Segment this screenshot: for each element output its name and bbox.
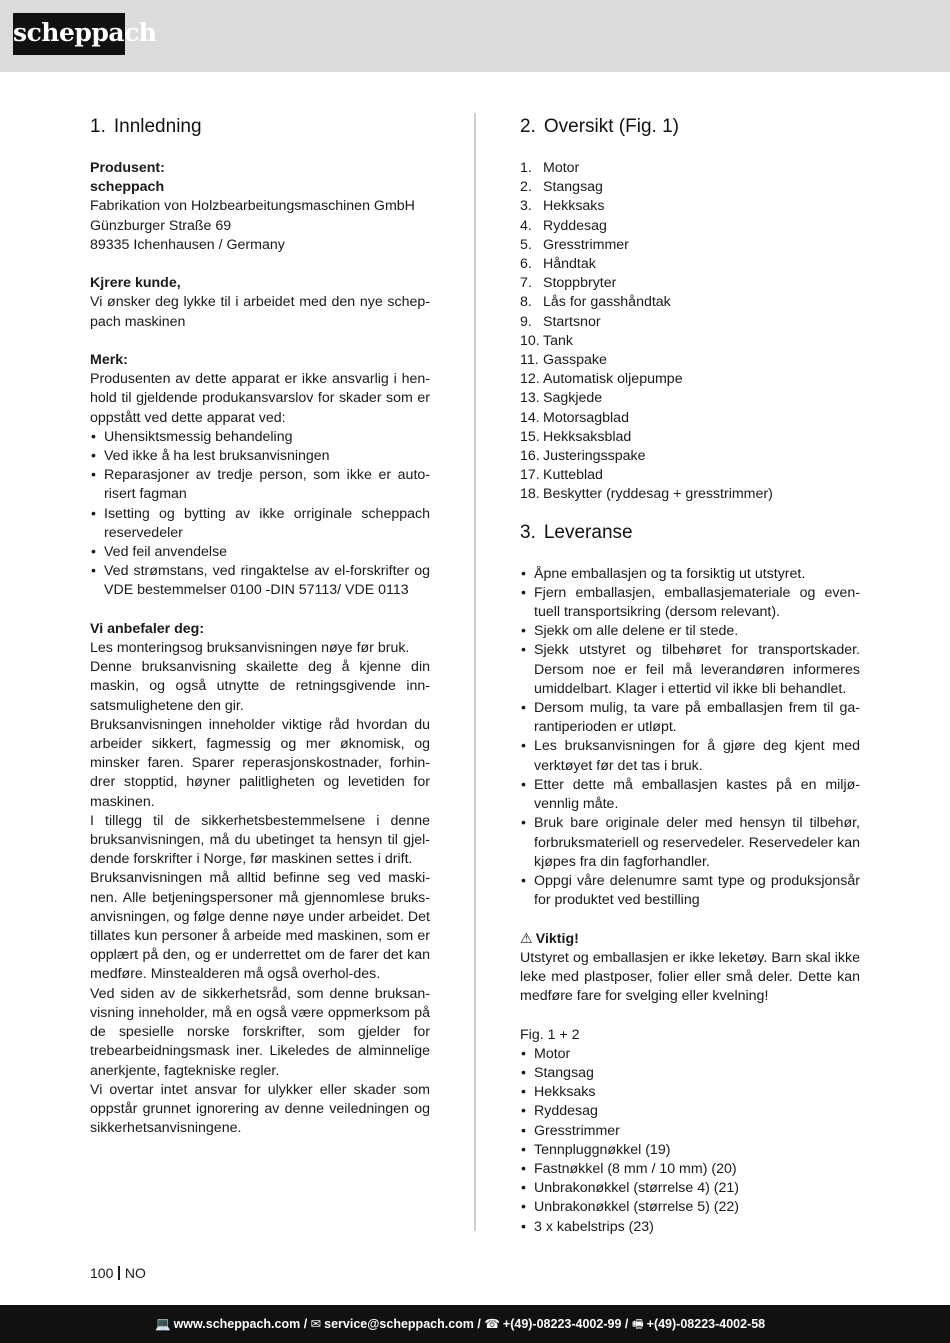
- item-number: 8.: [520, 294, 532, 311]
- list-item: [520, 409, 860, 428]
- list-item: • Isetting og bytting av ikke orriginale scheppach reservedeler: [90, 505, 430, 543]
- item-text: Tank: [543, 332, 573, 349]
- producer-name: scheppach: [90, 179, 165, 196]
- section2-heading: [520, 113, 860, 141]
- item-number: 10.: [520, 332, 540, 349]
- list-item: • Dersom mulig, ta vare på emballasjen frem til ga-rantiperioden er utløpt.: [520, 699, 860, 737]
- list-item: [520, 447, 860, 466]
- item-number: 11.: [520, 352, 539, 369]
- list-item: • Reparasjoner av tredje person, som ikke er auto-risert fagman: [90, 466, 430, 504]
- section3-title: Leveranse: [543, 521, 633, 543]
- footer-phone: +(49)-08223-4002-99: [502, 1317, 622, 1331]
- item-text: Ryddesag: [543, 217, 607, 234]
- list-item: [520, 217, 860, 236]
- note-text: Produsenten av dette apparat er ikke ansvarlig i hen-hold til gjeldende produkansvarslov for skader som er oppstått ved dette apparat ved:: [90, 371, 430, 426]
- item-text: Gresstrimmer: [543, 236, 629, 253]
- dear-label: Kjrere kunde,: [90, 275, 181, 292]
- footer-email-link[interactable]: service@scheppach.com: [324, 1317, 474, 1331]
- fig-item-list: [520, 1045, 860, 1237]
- list-item: [520, 332, 860, 351]
- list-item: • Oppgi våre delenumre samt type og produksjonsår for produktet ved bestilling: [520, 872, 860, 910]
- list-item: [520, 428, 860, 447]
- column-divider: [474, 113, 476, 1231]
- producer-label: Produsent:: [90, 160, 165, 176]
- email-icon: ✉: [310, 1317, 322, 1331]
- recommend-paragraph: Bruksanvisningen må alltid befinne seg ved maski-nen. Alle betjeningspersoner må gjennomlese bruks-anvisningen, og følge denne nøye under arbeidet. Det tillates kun personer å arbeide med maskinen, som er opplært på den, og er underrettet om de farer det kan medføre. Minstealderen må også overhol-des.: [90, 870, 430, 983]
- list-item: [520, 178, 860, 197]
- list-item: • Ved strømstans, ved ringaktelse av el-forskrifter og VDE bestemmelser 0100 -DIN 57113/ VDE 0113: [90, 562, 430, 600]
- list-item: • Les bruksanvisningen for å gjøre deg kjent med verktøyet før det tas i bruk.: [520, 737, 860, 775]
- item-number: 15.: [520, 428, 540, 445]
- phone-icon: ☎: [484, 1317, 500, 1331]
- list-item: [520, 293, 860, 312]
- list-item: • Gresstrimmer: [520, 1122, 860, 1141]
- item-text: Hekksaksblad: [543, 428, 632, 445]
- list-item: • Tennpluggnøkkel (19): [520, 1141, 860, 1160]
- list-item: [520, 236, 860, 255]
- recommend-paragraph: I tillegg til de sikkerhetsbestemmelsene i denne bruksanvisningen, må du ubetinget ta hensyn til gjel-dende forskrifter i Norge, før maskinen settes i drift.: [90, 812, 430, 868]
- section3-number: 3.: [520, 521, 536, 543]
- section1-heading: [90, 113, 430, 141]
- list-item: • Sjekk utstyret og tilbehøret for transportskader. Dersom noe er feil må leverandøren informeres umiddelbart. Klager i ettertid vil ikke bli behandlet.: [520, 641, 860, 699]
- footer-separator: /: [473, 1317, 485, 1331]
- list-item: • Fjern emballasjen, emballasjemateriale og even-tuell transportsikring (dersom relevant).: [520, 584, 860, 622]
- item-text: Startsnor: [543, 313, 601, 330]
- list-item: [520, 485, 860, 504]
- page-language: NO: [124, 1265, 146, 1281]
- page-number: [90, 1264, 146, 1282]
- list-item: • Hekksaks: [520, 1083, 860, 1102]
- item-number: 4.: [520, 217, 532, 234]
- recommend-paragraph: Vi overtar intet ansvar for ulykker eller skader som oppstår grunnet ignorering av denne veiledningen og sikkerhetsanvisningene.: [90, 1081, 430, 1137]
- fig-label: Fig. 1 + 2: [520, 1026, 580, 1043]
- item-number: 3.: [520, 198, 532, 215]
- item-text: Motorsagblad: [543, 409, 629, 426]
- section2-number: 2.: [520, 116, 536, 137]
- item-text: Justeringsspake: [543, 448, 646, 465]
- list-item: [520, 197, 860, 216]
- item-number: 13.: [520, 390, 540, 407]
- footer-contact: [155, 1305, 765, 1343]
- list-item: [520, 313, 860, 332]
- list-item: • Ved ikke å ha lest bruksanvisningen: [90, 447, 430, 466]
- item-number: 1.: [520, 160, 532, 176]
- delivery-bullet-list: [520, 565, 860, 911]
- overview-list: [520, 159, 860, 505]
- list-item: • Motor: [520, 1045, 860, 1064]
- section1-title: Innledning: [113, 116, 202, 137]
- item-number: 12.: [520, 371, 540, 388]
- list-item: [520, 370, 860, 389]
- scheppach-logo: scheppach: [13, 13, 125, 55]
- item-text: Sagkjede: [543, 390, 603, 407]
- footer-fax: +(49)-08223-4002-58: [646, 1317, 766, 1331]
- section1-number: 1.: [90, 116, 106, 137]
- list-item: [520, 159, 860, 178]
- item-number: 9.: [520, 313, 532, 330]
- recommend-paragraph: Les monteringsog bruksanvisningen nøye før bruk.: [90, 640, 410, 657]
- item-number: 5.: [520, 236, 532, 253]
- item-number: 2.: [520, 179, 532, 196]
- list-item: • Etter dette må emballasjen kastes på en miljø-vennlig måte.: [520, 776, 860, 814]
- list-item: [520, 255, 860, 274]
- item-text: Hekksaks: [543, 198, 605, 215]
- item-text: Kutteblad: [543, 467, 603, 484]
- warning-icon: ⚠: [520, 930, 533, 947]
- list-item: • Åpne emballasjen og ta forsiktig ut utstyret.: [520, 565, 860, 584]
- page-footer: [0, 1305, 950, 1343]
- list-item: [520, 466, 860, 485]
- item-number: 6.: [520, 256, 532, 273]
- producer-line: 89335 Ichenhausen / Germany: [90, 236, 285, 253]
- producer-line: Fabrikation von Holzbearbeitungsmaschinen GmbH: [90, 198, 415, 215]
- list-item: [520, 274, 860, 293]
- right-column: [520, 113, 860, 1237]
- section3-heading: [520, 519, 860, 547]
- page-number-separator: [118, 1266, 120, 1280]
- item-text: Stangsag: [543, 179, 603, 196]
- list-item: • Bruk bare originale deler med hensyn til tilbehør, forbruksmateriell og reservedeler. Reservedeler kan kjøpes fra din fagforhandler.: [520, 814, 860, 872]
- list-item: • Unbrakonøkkel (størrelse 4) (21): [520, 1179, 860, 1198]
- producer-line: Günzburger Straße 69: [90, 217, 232, 234]
- footer-web-link[interactable]: www.scheppach.com: [173, 1317, 301, 1331]
- item-text: Lås for gasshåndtak: [543, 294, 671, 311]
- list-item: • Ved feil anvendelse: [90, 543, 430, 562]
- item-text: Håndtak: [543, 256, 596, 273]
- item-text: Motor: [543, 160, 580, 176]
- item-text: Beskytter (ryddesag + gresstrimmer): [543, 486, 773, 503]
- footer-separator: /: [621, 1317, 632, 1331]
- page-number-value: 100: [90, 1265, 114, 1281]
- fax-icon: 🖷: [631, 1317, 644, 1331]
- list-item: • Uhensiktsmessig behandeling: [90, 428, 430, 447]
- footer-separator: /: [300, 1317, 311, 1331]
- item-number: 16.: [520, 448, 540, 465]
- page-header: [0, 0, 950, 72]
- list-item: • Ryddesag: [520, 1102, 860, 1121]
- item-number: 14.: [520, 409, 540, 426]
- recommend-label: Vi anbefaler deg:: [90, 620, 205, 637]
- note-bullet-list: [90, 428, 430, 601]
- list-item: [520, 389, 860, 408]
- item-text: Stoppbryter: [543, 275, 617, 292]
- left-column: [90, 113, 430, 1138]
- dear-text: Vi ønsker deg lykke til i arbeidet med den nye schep-pach maskinen: [90, 294, 430, 330]
- computer-icon: 💻: [155, 1317, 171, 1331]
- item-number: 17.: [520, 467, 540, 484]
- list-item: • Sjekk om alle delene er til stede.: [520, 622, 860, 641]
- note-label: Merk:: [90, 352, 128, 368]
- list-item: • Unbrakonøkkel (størrelse 5) (22): [520, 1198, 860, 1217]
- warning-label: Viktig!: [535, 930, 579, 947]
- warning-heading: [520, 930, 860, 949]
- list-item: • Stangsag: [520, 1064, 860, 1083]
- list-item: [520, 351, 860, 370]
- item-number: 7.: [520, 275, 532, 292]
- section2-title: Oversikt (Fig. 1): [543, 116, 679, 137]
- warning-text: Utstyret og emballasjen er ikke leketøy. Barn skal ikke leke med plastposer, folier eller små deler. Dette kan medføre fare for svelging eller kvelning!: [520, 949, 860, 1005]
- recommend-paragraph: Bruksanvisningen inneholder viktige råd hvordan du arbeider sikkert, fagmessig og mer øknomisk, og minsker faren. Sparer reperasjonskostnader, forhin-drer stopptid, høyner palitligheten og levetiden for maskinen.: [90, 716, 430, 810]
- item-text: Gasspake: [543, 352, 607, 369]
- list-item: • 3 x kabelstrips (23): [520, 1218, 860, 1237]
- item-number: 18.: [520, 486, 540, 503]
- recommend-paragraph: Ved siden av de sikkerhetsråd, som denne bruksan-visning inneholder, må en også være oppmerksom på de spesielle norske forskrifter, som gjelder for trebearbeidningsmask iner. Likeledes de alminnelige anerkjente, fagtekniske regler.: [90, 985, 430, 1079]
- item-text: Automatisk oljepumpe: [543, 371, 683, 388]
- list-item: • Fastnøkkel (8 mm / 10 mm) (20): [520, 1160, 860, 1179]
- recommend-paragraph: Denne bruksanvisning skailette deg å kjenne din maskin, og også utnytte de retningsgivende inn-satsmulighetene den gir.: [90, 659, 430, 714]
